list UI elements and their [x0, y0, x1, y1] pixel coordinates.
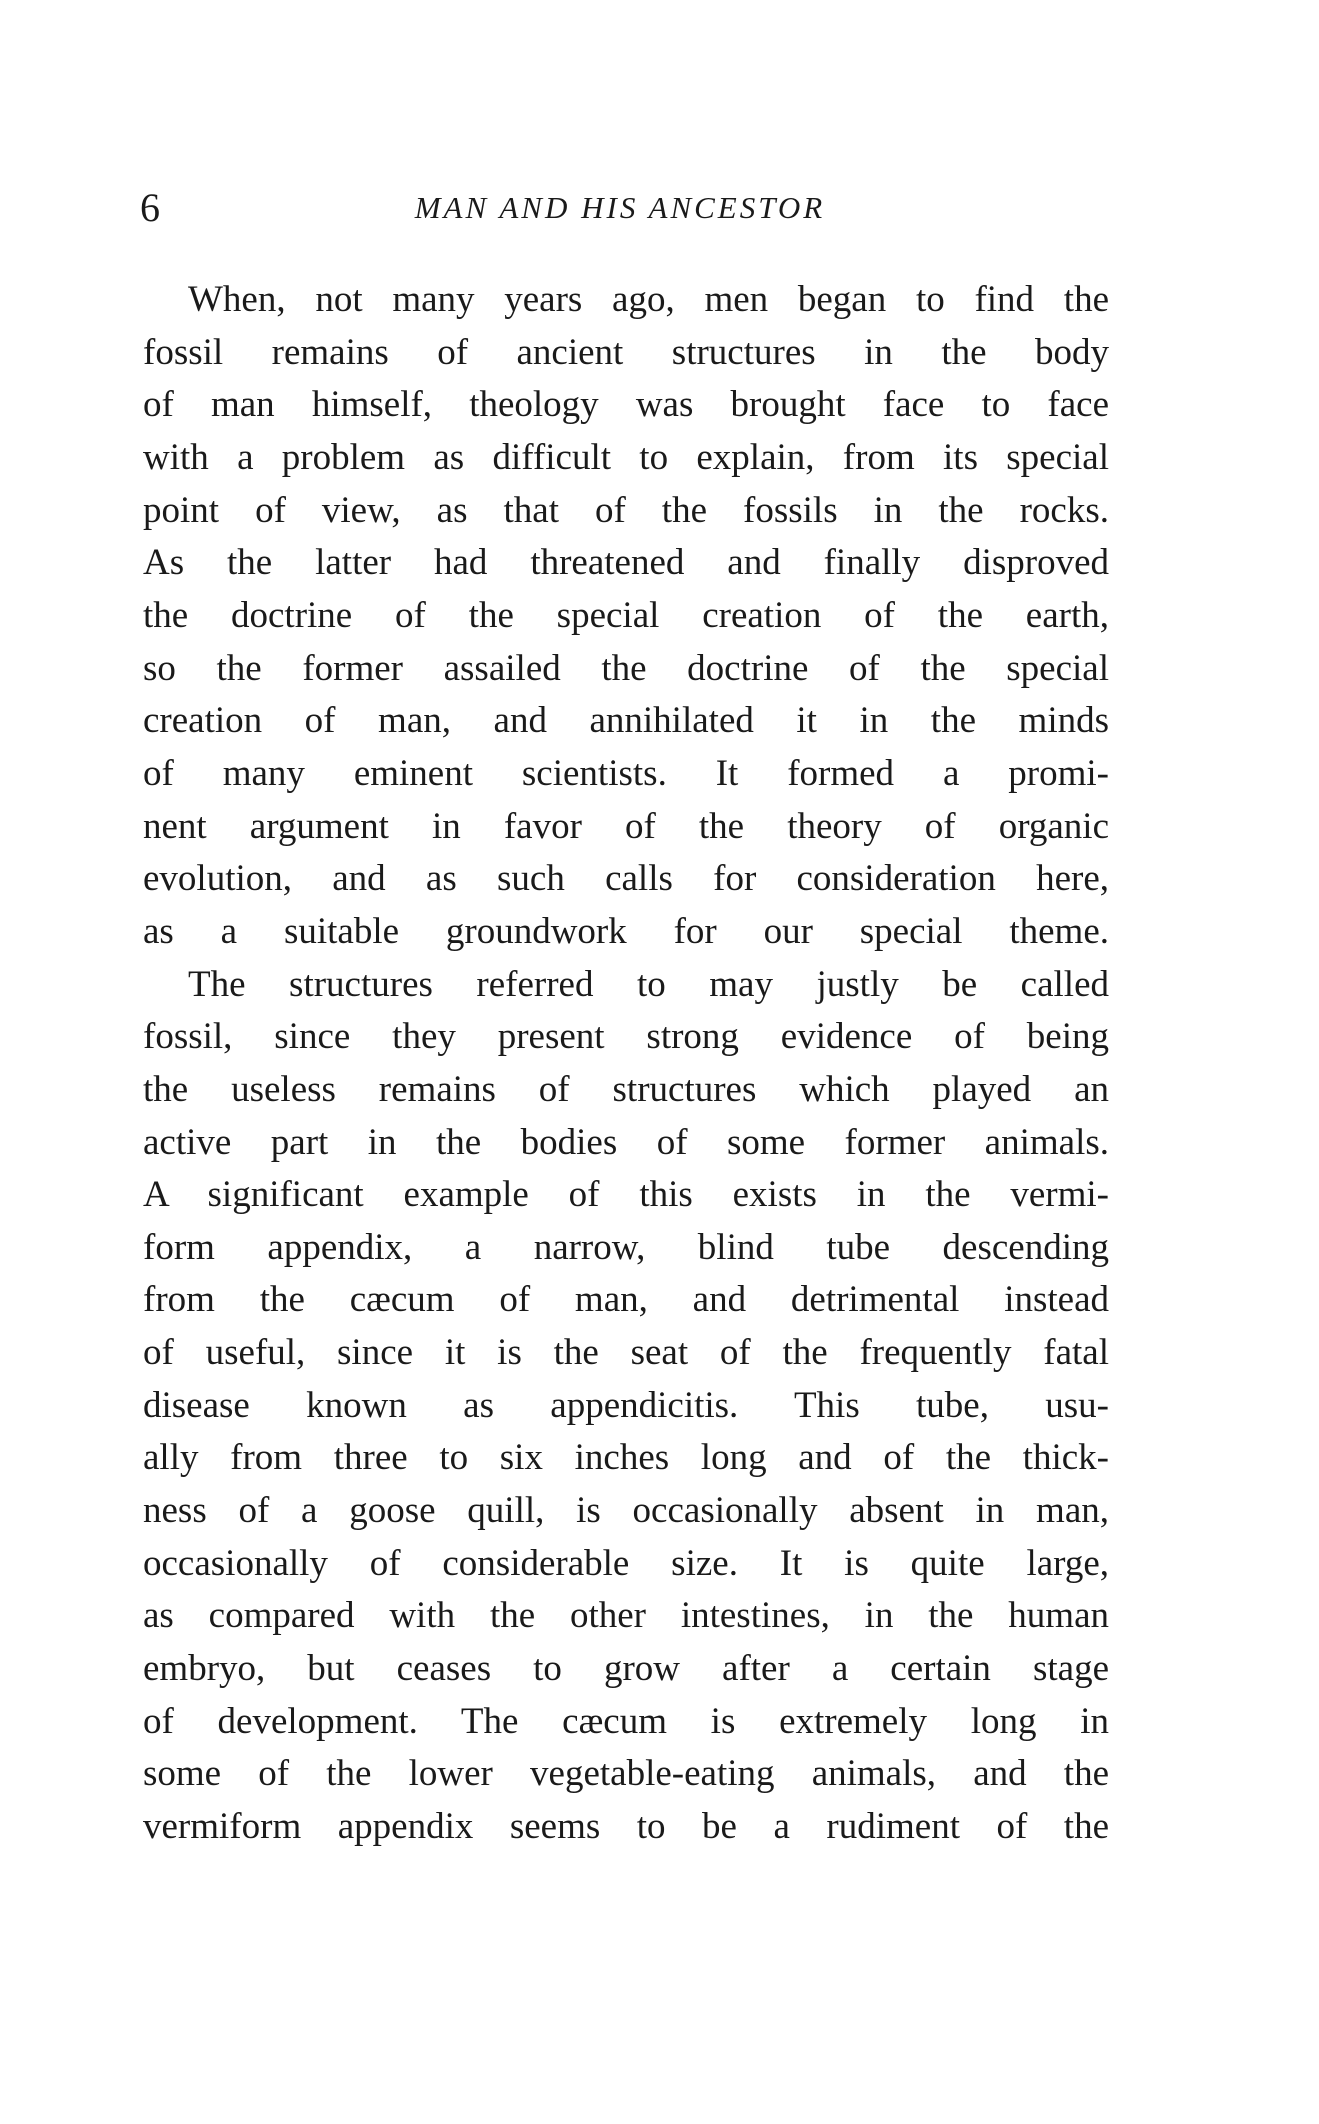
text-line: ally from three to six inches long and of the thick- — [143, 1437, 1109, 1479]
text-line: the useless remains of structures which played an — [143, 1068, 1109, 1110]
text-line: occasionally of considerable size. It is quite large, — [143, 1542, 1109, 1584]
text-line: ness of a goose quill, is occasionally absent in man, — [143, 1490, 1109, 1532]
text-line: as compared with the other intestines, in the human — [143, 1595, 1109, 1637]
text-line: creation of man, and annihilated it in the minds — [143, 700, 1109, 742]
text-line: of man himself, theology was brought face to face — [143, 384, 1109, 426]
body-text — [143, 274, 1109, 1854]
text-line: embryo, but ceases to grow after a certain stage — [143, 1648, 1109, 1690]
text-line: A significant example of this exists in the vermi- — [143, 1174, 1109, 1216]
running-title: MAN AND HIS ANCESTOR — [414, 190, 826, 225]
text-line: with a problem as difficult to explain, from its special — [143, 436, 1109, 478]
text-line: evolution, and as such calls for consideration here, — [143, 858, 1109, 900]
text-line: some of the lower vegetable-eating animals, and the — [143, 1753, 1109, 1795]
text-line: so the former assailed the doctrine of the special — [143, 647, 1109, 689]
text-line: fossil remains of ancient structures in the body — [143, 331, 1109, 373]
text-line: disease known as appendicitis. This tube, usu- — [143, 1384, 1109, 1426]
text-line: vermiform appendix seems to be a rudiment of the — [143, 1806, 1109, 1848]
text-line: The structures referred to may justly be called — [188, 963, 1109, 1005]
text-line: form appendix, a narrow, blind tube descending — [143, 1226, 1109, 1268]
text-line: of many eminent scientists. It formed a promi- — [143, 752, 1109, 794]
page-number: 6 — [140, 185, 160, 230]
text-line: nent argument in favor of the theory of organic — [143, 805, 1109, 847]
text-line: fossil, since they present strong evidence of being — [143, 1016, 1109, 1058]
text-line: point of view, as that of the fossils in the rocks. — [143, 489, 1109, 531]
text-line: When, not many years ago, men began to find the — [188, 279, 1109, 320]
text-line: of useful, since it is the seat of the frequently fatal — [143, 1332, 1109, 1374]
text-line: the doctrine of the special creation of the earth, — [143, 594, 1109, 636]
text-line: from the cæcum of man, and detrimental instead — [143, 1279, 1109, 1321]
text-line: active part in the bodies of some former animals. — [143, 1121, 1109, 1163]
text-line: As the latter had threatened and finally disproved — [143, 542, 1109, 584]
text-line: as a suitable groundwork for our special theme. — [143, 910, 1109, 952]
text-line: of development. The cæcum is extremely long in — [143, 1700, 1109, 1742]
